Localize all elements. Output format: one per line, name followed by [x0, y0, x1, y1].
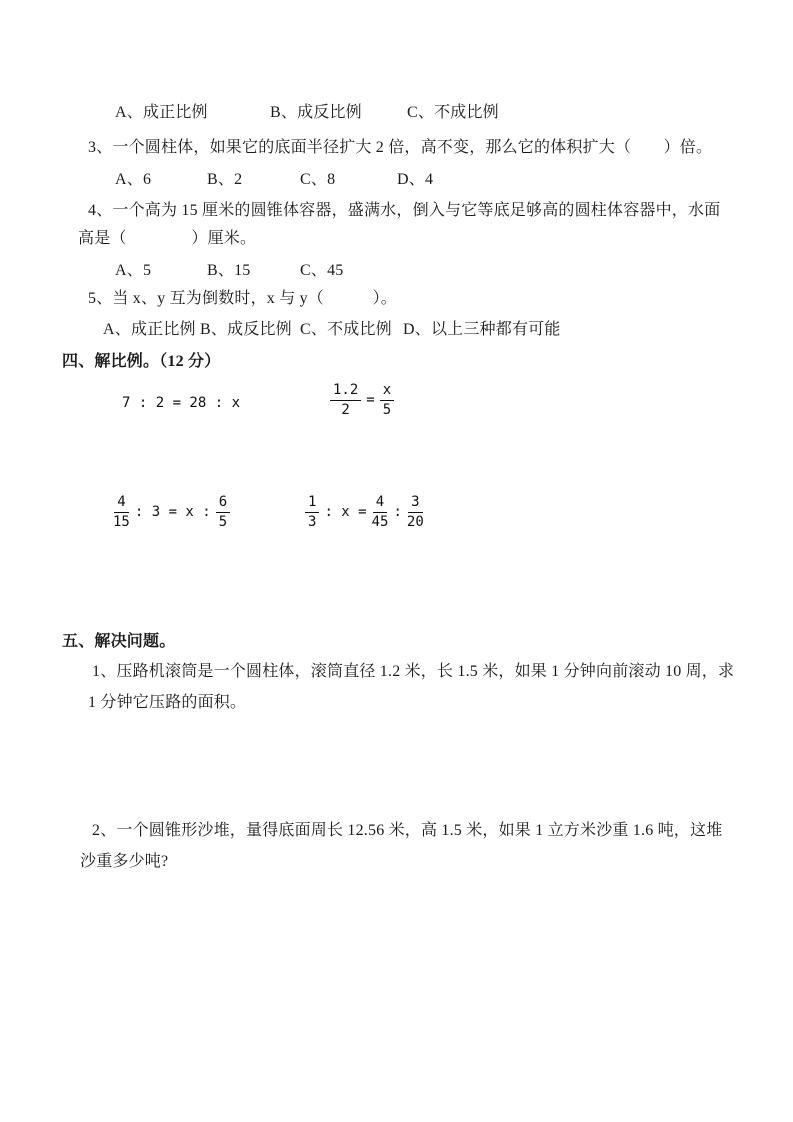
fraction-denominator: 45	[371, 513, 389, 530]
fraction-numerator: 6	[216, 495, 230, 513]
equation-middle-text: : 3 = x :	[134, 504, 211, 521]
q4-option-c: C、45	[300, 262, 344, 279]
problem-1-line2: 1 分钟它压路的面积。	[88, 694, 247, 711]
section-problems-heading: 五、解决问题。	[62, 633, 176, 650]
q3-text: 3、一个圆柱体，如果它的底面半径扩大 2 倍，高不变，那么它的体积扩大（ ）倍。	[88, 139, 713, 156]
fraction	[113, 495, 130, 529]
fraction-denominator: 3	[308, 513, 317, 530]
q3-option-c: C、8	[300, 171, 336, 188]
q3-option-a: A、6	[115, 171, 152, 188]
fraction-numerator: x	[380, 383, 394, 401]
q5-option-d: D、以上三种都有可能	[403, 321, 561, 338]
proportion-equation-1: 7 : 2 = 28 : x	[122, 395, 241, 411]
q3-option-d: D、4	[397, 171, 434, 188]
fraction-denominator: 2	[341, 401, 350, 418]
fraction-denominator: 20	[406, 513, 424, 530]
q5-text: 5、当 x、y 互为倒数时，x 与 y（ ）。	[88, 290, 398, 307]
q3-option-b: B、2	[207, 171, 243, 188]
fraction	[330, 383, 361, 417]
q5-option-b: B、成反比例	[200, 321, 292, 338]
q4-option-b: B、15	[207, 262, 251, 279]
q4-option-a: A、5	[115, 262, 152, 279]
equation-middle-text: : x =	[324, 504, 367, 521]
fraction-denominator: 15	[113, 513, 130, 530]
problem-1-line1: 1、压路机滚筒是一个圆柱体，滚筒直径 1.2 米，长 1.5 米，如果 1 分钟向前滚动 10 周，求	[92, 663, 735, 680]
q2-option-b: B、成反比例	[270, 104, 362, 121]
fraction	[380, 383, 394, 417]
problem-2-line2: 沙重多少吨?	[80, 853, 169, 870]
fraction	[216, 495, 230, 529]
q4-text-line2: 高是（ ）厘米。	[78, 230, 257, 247]
fraction	[305, 495, 319, 529]
fraction-numerator: 1	[305, 495, 319, 513]
q5-option-a: A、成正比例	[103, 321, 196, 338]
fraction-numerator: 4	[373, 495, 387, 513]
fraction-numerator: 4	[114, 495, 128, 513]
q5-option-c: C、不成比例	[300, 321, 392, 338]
fraction-denominator: 5	[218, 513, 228, 530]
equals-sign: =	[366, 392, 375, 409]
fraction	[407, 495, 424, 529]
problem-2-line1: 2、一个圆锥形沙堆，量得底面周长 12.56 米，高 1.5 米，如果 1 立方米沙重 1.6 吨，这堆	[92, 822, 723, 839]
proportion-equation-4	[305, 495, 424, 529]
fraction-numerator: 1.2	[330, 383, 361, 401]
q2-option-c: C、不成比例	[407, 104, 499, 121]
fraction-denominator: 5	[382, 401, 392, 418]
q4-text-line1: 4、一个高为 15 厘米的圆锥体容器，盛满水，倒入与它等底足够高的圆柱体容器中，水面	[88, 202, 721, 219]
fraction-numerator: 3	[408, 495, 422, 513]
q2-option-a: A、成正比例	[115, 104, 208, 121]
colon-sign: :	[393, 504, 402, 521]
proportion-equation-3	[113, 495, 230, 529]
fraction	[372, 495, 389, 529]
section-proportion-heading: 四、解比例。（12 分）	[62, 353, 221, 370]
proportion-equation-2	[330, 383, 394, 417]
